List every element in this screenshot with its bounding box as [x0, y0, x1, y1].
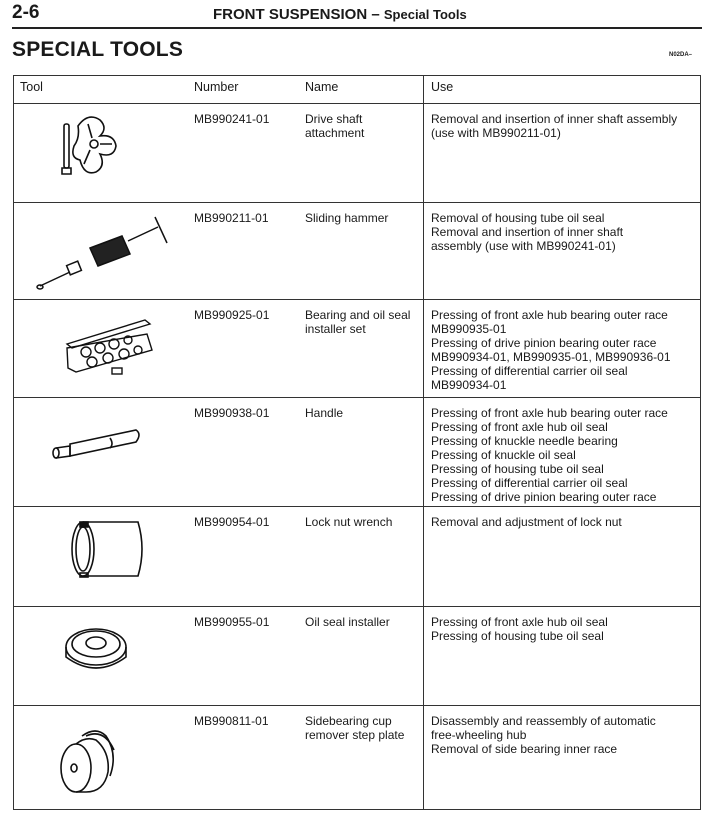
tool-use [424, 706, 701, 810]
column-header-number: Number [194, 80, 239, 94]
tool-number: MB990811-01 [194, 714, 269, 728]
table-row [14, 104, 701, 203]
use-line: MB990934-01 [431, 378, 507, 392]
table-row [14, 706, 701, 810]
header-separator: – [371, 6, 380, 23]
handle-icon [20, 398, 180, 488]
use-line: Removal and insertion of inner shaft [431, 225, 624, 239]
use-line: assembly (use with MB990241-01) [431, 239, 616, 253]
tool-use [424, 398, 701, 507]
use-line: Removal of housing tube oil seal [431, 211, 605, 225]
use-line: Pressing of front axle hub bearing outer race [431, 308, 668, 322]
use-line: Pressing of differential carrier oil seal [431, 476, 628, 490]
use-line: Pressing of front axle hub oil seal [431, 615, 608, 629]
running-header [213, 6, 467, 23]
section-code: N02DA– [669, 52, 693, 58]
use-line: (use with MB990211-01) [431, 126, 561, 140]
tool-number: MB990211-01 [194, 211, 269, 225]
step-plate-icon [20, 706, 180, 801]
tool-illustration-cell [14, 607, 195, 706]
tool-use [424, 607, 701, 706]
use-line: Pressing of drive pinion bearing outer race [431, 490, 657, 504]
use-line: Removal of side bearing inner race [431, 742, 618, 756]
tool-name: Bearing and oil seal installer set [305, 308, 411, 336]
use-line: Pressing of front axle hub oil seal [431, 420, 608, 434]
table-row [14, 398, 701, 507]
tool-number: MB990938-01 [194, 406, 270, 420]
chapter-title: FRONT SUSPENSION [213, 6, 368, 23]
use-line: Pressing of drive pinion bearing outer race [431, 336, 657, 350]
table-row [14, 607, 701, 706]
tool-number: MB990241-01 [194, 112, 270, 126]
use-line: Pressing of housing tube oil seal [431, 462, 604, 476]
use-line: MB990935-01 [431, 322, 507, 336]
sliding-hammer-icon [20, 203, 190, 298]
header-rule [12, 27, 702, 29]
use-line: Pressing of front axle hub bearing outer race [431, 406, 668, 420]
tool-name: Sidebearing cup remover step plate [305, 714, 405, 742]
use-line: Removal and insertion of inner shaft assembly [431, 112, 678, 126]
oil-seal-installer-icon [20, 607, 180, 692]
use-line: MB990934-01, MB990935-01, MB990936-01 [431, 350, 671, 364]
tool-use [424, 300, 701, 398]
drive-shaft-attachment-icon [20, 104, 180, 194]
tool-name: Handle [305, 406, 344, 420]
use-line: Pressing of differential carrier oil seal [431, 364, 628, 378]
table-row [14, 203, 701, 300]
tool-number: MB990954-01 [194, 515, 270, 529]
tool-illustration-cell [14, 104, 195, 203]
column-header-name: Name [305, 80, 339, 94]
use-line: free-wheeling hub [431, 728, 527, 742]
use-line: Pressing of knuckle needle bearing [431, 434, 618, 448]
table-row [14, 300, 701, 398]
tool-illustration-cell [14, 507, 195, 607]
special-tools-table [13, 75, 701, 810]
lock-nut-wrench-icon [20, 507, 180, 592]
tool-illustration-cell [14, 706, 195, 810]
tool-name: Drive shaft attachment [305, 112, 365, 140]
tool-use [424, 104, 701, 203]
tool-illustration-cell [14, 398, 195, 507]
table-row [14, 507, 701, 607]
tool-name: Sliding hammer [305, 211, 389, 225]
use-line: Pressing of housing tube oil seal [431, 629, 604, 643]
section-subtitle: Special Tools [383, 7, 467, 22]
tool-illustration-cell [14, 300, 195, 398]
page-number: 2-6 [12, 2, 40, 23]
tool-number: MB990925-01 [194, 308, 270, 322]
use-line: Pressing of knuckle oil seal [431, 448, 576, 462]
page-title: SPECIAL TOOLS [12, 38, 184, 61]
tool-number: MB990955-01 [194, 615, 270, 629]
use-line: Removal and adjustment of lock nut [431, 515, 622, 529]
tool-name: Lock nut wrench [305, 515, 393, 529]
installer-set-case-icon [20, 300, 180, 390]
tool-name: Oil seal installer [305, 615, 390, 629]
tool-use [424, 203, 701, 300]
column-header-tool: Tool [20, 80, 43, 94]
use-line: Disassembly and reassembly of automatic [431, 714, 656, 728]
tool-illustration-cell [14, 203, 195, 300]
tool-use [424, 507, 701, 607]
column-header-use: Use [424, 76, 701, 104]
table-header-row [14, 76, 701, 104]
